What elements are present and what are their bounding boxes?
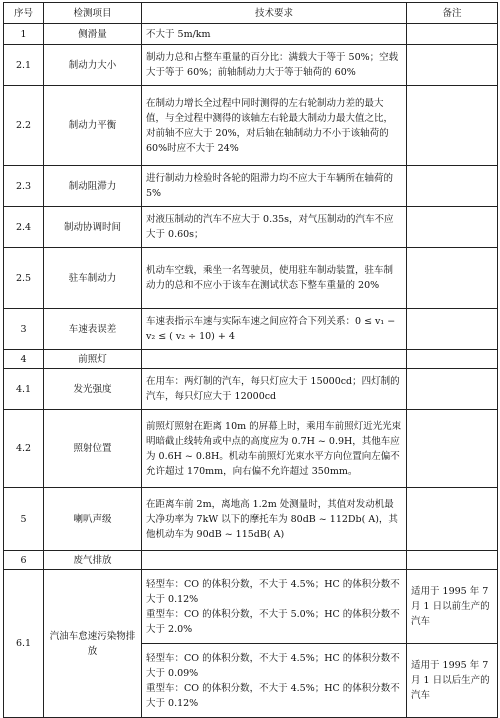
row-requirement: 不大于 5m/km — [142, 24, 407, 45]
row-seq: 6 — [4, 551, 44, 570]
row-item: 汽油车怠速污染物排放 — [44, 570, 142, 718]
table-row — [4, 488, 498, 551]
table-row — [4, 24, 498, 45]
row-requirement: 在用车：两灯制的汽车，每只灯应大于 15000cd；四灯制的汽车，每只灯应大于 12000cd — [142, 369, 407, 410]
row-note — [407, 45, 498, 86]
table-row — [4, 207, 498, 248]
row-note — [407, 410, 498, 488]
row-requirement: 进行制动力检验时各轮的阻滞力均不应大于车辆所在轴荷的 5% — [142, 166, 407, 207]
row-note — [407, 207, 498, 248]
row-requirement: 制动力总和占整车重量的百分比：满载大于等于 50%；空载大于等于 60%；前轴制动力大于等于轴荷的 60% — [142, 45, 407, 86]
row-requirement: 在制动力增长全过程中同时测得的左右轮制动力差的最大值，与全过程中测得的该轴左右轮最大制动力最大值之比，对前轴不应大于 20%，对后轴在轴制动力不小于该轴荷的 60%时应不大于 24% — [142, 86, 407, 166]
table-row — [4, 410, 498, 488]
row-requirement: 轻型车：CO 的体积分数，不大于 4.5%；HC 的体积分数不大于 0.09% 重型车：CO 的体积分数，不大于 4.5%；HC 的体积分数不大于 0.12% — [142, 644, 407, 718]
row-note — [407, 350, 498, 369]
row-note: 适用于 1995 年 7 月 1 日以前生产的汽车 — [407, 570, 498, 644]
row-seq: 2.5 — [4, 248, 44, 309]
table-header — [4, 3, 498, 24]
header-seq: 序号 — [4, 3, 44, 24]
row-item: 制动力平衡 — [44, 86, 142, 166]
row-note — [407, 166, 498, 207]
header-item: 检测项目 — [44, 3, 142, 24]
row-note — [407, 369, 498, 410]
table-row — [4, 248, 498, 309]
row-item: 驻车制动力 — [44, 248, 142, 309]
row-note — [407, 248, 498, 309]
row-requirement: 机动车空载，乘坐一名驾驶员，使用驻车制动装置，驻车制动力的总和不应小于该车在测试状态下整车重量的 20% — [142, 248, 407, 309]
row-seq: 4.1 — [4, 369, 44, 410]
row-note — [407, 86, 498, 166]
row-item: 制动阻滞力 — [44, 166, 142, 207]
row-seq: 2.4 — [4, 207, 44, 248]
row-item: 制动力大小 — [44, 45, 142, 86]
row-note — [407, 24, 498, 45]
row-seq: 1 — [4, 24, 44, 45]
table-row — [4, 45, 498, 86]
row-note — [407, 551, 498, 570]
table-row — [4, 309, 498, 350]
table-row — [4, 551, 498, 570]
table-row — [4, 166, 498, 207]
row-requirement: 轻型车：CO 的体积分数，不大于 4.5%；HC 的体积分数不大于 0.12% 重型车：CO 的体积分数，不大于 5.0%；HC 的体积分数不大于 2.0% — [142, 570, 407, 644]
table-row — [4, 350, 498, 369]
row-note — [407, 488, 498, 551]
row-item: 车速表误差 — [44, 309, 142, 350]
row-requirement: 对液压制动的汽车不应大于 0.35s，对气压制动的汽车不应大于 0.60s； — [142, 207, 407, 248]
row-item: 前照灯 — [44, 350, 142, 369]
row-requirement: 前照灯照射在距离 10m 的屏幕上时，乘用车前照灯近光光束明暗截止线转角或中点的高度应为 0.7H ~ 0.9H，其他车应为 0.6H ~ 0.8H。机动车前照灯光束水平方向位置向左偏不允许超过 170mm，向右偏不允许超过 350mm。 — [142, 410, 407, 488]
row-requirement: 在距离车前 2m，离地高 1.2m 处测量时，其值对发动机最大净功率为 7kW 以下的摩托车为 80dB ~ 112Db( A)，其他机动车为 90dB ~ 115dB( A) — [142, 488, 407, 551]
row-seq: 6.1 — [4, 570, 44, 718]
table-row — [4, 570, 498, 644]
spec-table — [3, 2, 498, 718]
row-item: 照射位置 — [44, 410, 142, 488]
row-seq: 2.3 — [4, 166, 44, 207]
row-item: 发光强度 — [44, 369, 142, 410]
header-note: 备注 — [407, 3, 498, 24]
row-seq: 5 — [4, 488, 44, 551]
row-item: 制动协调时间 — [44, 207, 142, 248]
row-item: 喇叭声级 — [44, 488, 142, 551]
header-req: 技术要求 — [142, 3, 407, 24]
row-seq: 4 — [4, 350, 44, 369]
row-seq: 3 — [4, 309, 44, 350]
row-seq: 4.2 — [4, 410, 44, 488]
row-item: 侧滑量 — [44, 24, 142, 45]
row-seq: 2.2 — [4, 86, 44, 166]
row-note: 适用于 1995 年 7 月 1 日以后生产的汽车 — [407, 644, 498, 718]
row-requirement — [142, 350, 407, 369]
row-seq: 2.1 — [4, 45, 44, 86]
row-requirement: 车速表指示车速与实际车速之间应符合下列关系：0 ≤ v₁ − v₂ ≤ ( v₂ ÷ 10) + 4 — [142, 309, 407, 350]
row-requirement — [142, 551, 407, 570]
row-note — [407, 309, 498, 350]
table-row — [4, 369, 498, 410]
table-row — [4, 86, 498, 166]
row-item: 废气排放 — [44, 551, 142, 570]
